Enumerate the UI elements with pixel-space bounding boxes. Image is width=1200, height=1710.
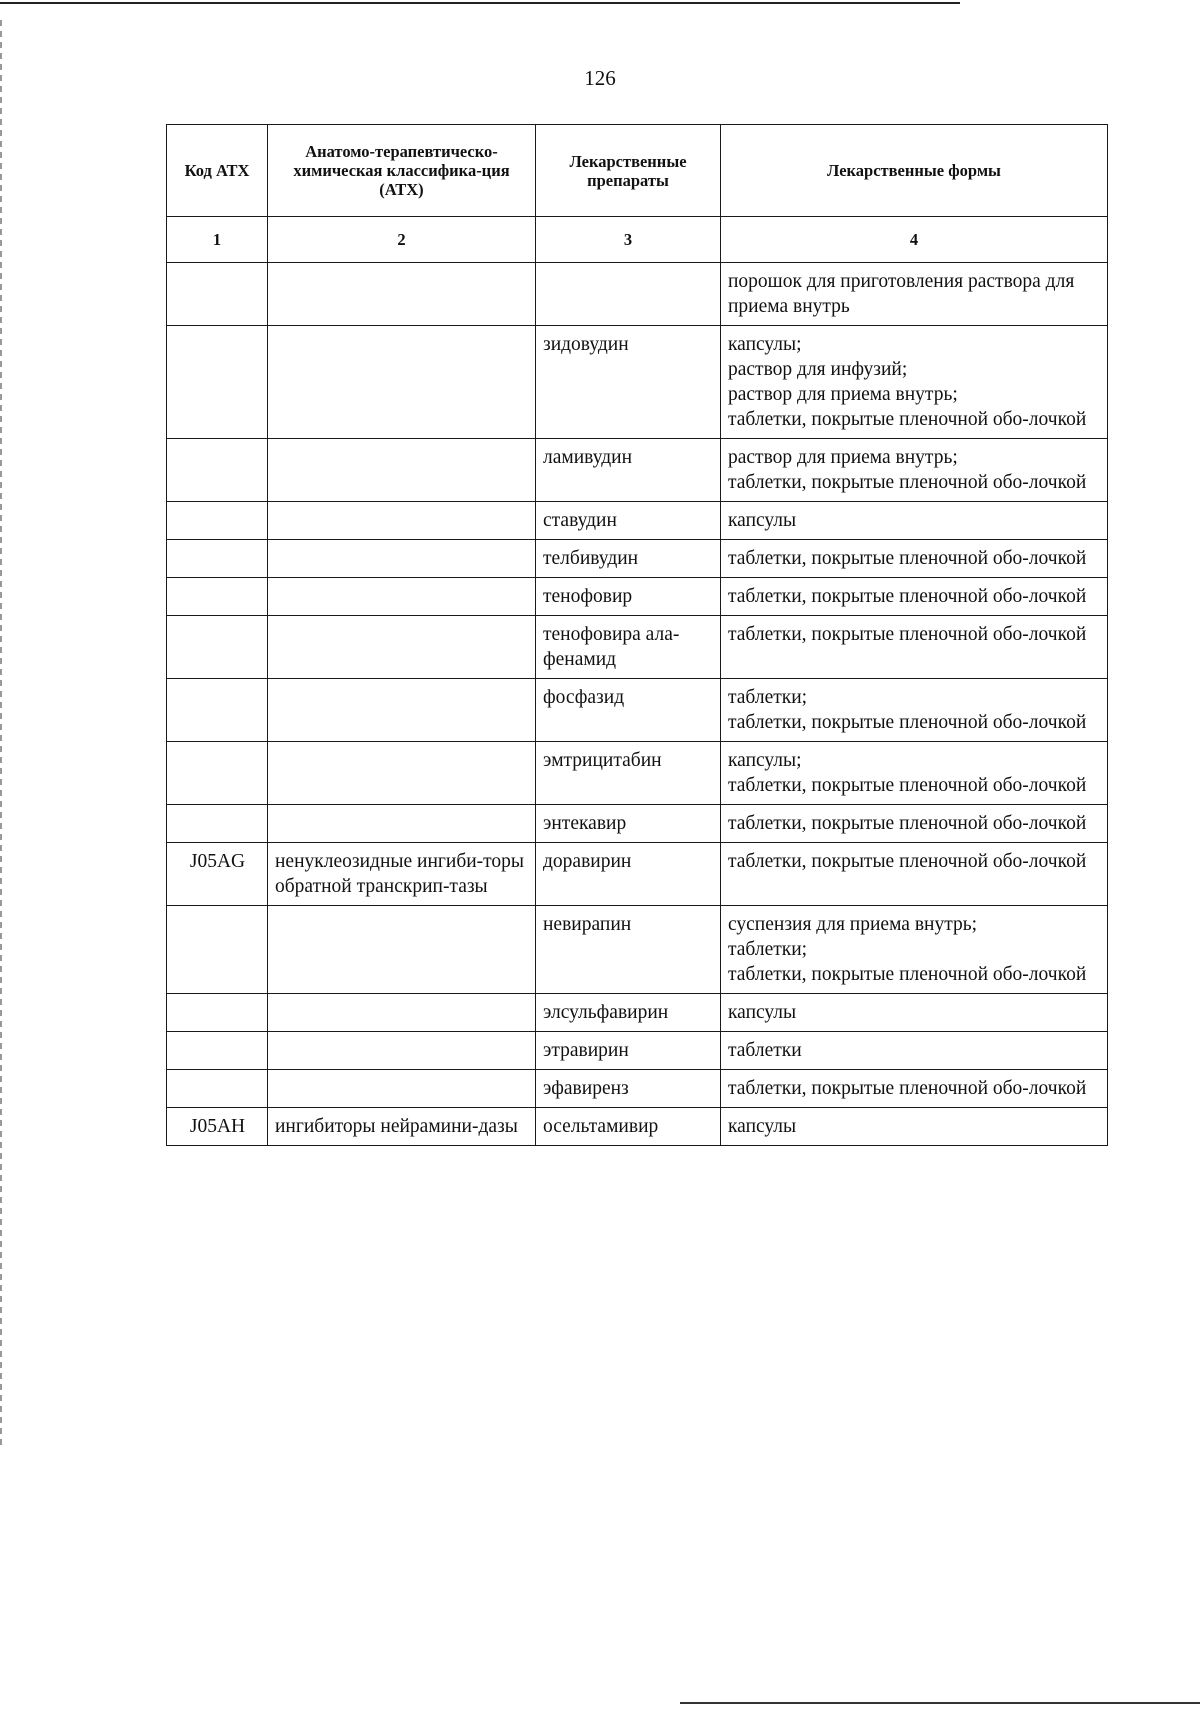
atx-classification-cell: [268, 540, 536, 578]
dosage-form-line: таблетки, покрытые пленочной обо-лочкой: [728, 964, 1087, 985]
dosage-form-line: таблетки, покрытые пленочной обо-лочкой: [728, 712, 1087, 733]
dosage-forms-cell: [721, 502, 1108, 540]
table-row: [167, 805, 1108, 843]
atx-code-cell: [167, 742, 268, 805]
dosage-forms-cell: [721, 742, 1108, 805]
dosage-forms-cell: [721, 326, 1108, 439]
drug-name-cell: [536, 263, 721, 326]
table-row: [167, 742, 1108, 805]
table-row: [167, 578, 1108, 616]
atx-classification-cell: [268, 679, 536, 742]
atx-code-cell: [167, 1070, 268, 1108]
dosage-form-line: капсулы: [728, 1116, 797, 1137]
dosage-form-line: таблетки, покрытые пленочной обо-лочкой: [728, 624, 1087, 645]
drug-name-cell: эфавиренз: [536, 1070, 721, 1108]
atx-code-cell: [167, 1032, 268, 1070]
column-number: 3: [536, 217, 721, 263]
table-header-row: [167, 125, 1108, 217]
dosage-form-line: раствор для приема внутрь;: [728, 447, 958, 468]
scan-top-edge-line: [0, 2, 960, 4]
dosage-form-line: таблетки, покрытые пленочной обо-лочкой: [728, 775, 1087, 796]
dosage-forms-cell: [721, 906, 1108, 994]
atx-classification-cell: ненуклеозидные ингиби-торы обратной транскрип-тазы: [268, 843, 536, 906]
atx-code-cell: [167, 540, 268, 578]
header-atx-code: Код АТХ: [167, 125, 268, 217]
dosage-form-line: раствор для приема внутрь;: [728, 384, 958, 405]
drug-name-cell: элсульфавирин: [536, 994, 721, 1032]
table-row: [167, 439, 1108, 502]
header-dosage-forms: Лекарственные формы: [721, 125, 1108, 217]
table-row: [167, 1070, 1108, 1108]
dosage-forms-cell: [721, 439, 1108, 502]
dosage-form-line: порошок для приготовления раствора для приема внутрь: [728, 271, 1075, 317]
drug-name-cell: ламивудин: [536, 439, 721, 502]
atx-classification-cell: [268, 502, 536, 540]
table-row: [167, 263, 1108, 326]
dosage-form-line: таблетки, покрытые пленочной обо-лочкой: [728, 851, 1087, 872]
atx-classification-cell: [268, 326, 536, 439]
dosage-forms-cell: [721, 1032, 1108, 1070]
dosage-forms-cell: [721, 263, 1108, 326]
scan-bottom-edge-line: [680, 1702, 1200, 1704]
dosage-forms-cell: [721, 540, 1108, 578]
dosage-form-line: таблетки, покрытые пленочной обо-лочкой: [728, 472, 1087, 493]
column-number-row: [167, 217, 1108, 263]
atx-drug-table: [166, 124, 1108, 1146]
scan-left-edge-artifact: [0, 20, 2, 1450]
atx-code-cell: [167, 326, 268, 439]
table-row: [167, 843, 1108, 906]
dosage-form-line: капсулы;: [728, 750, 802, 771]
table-row: [167, 540, 1108, 578]
atx-code-cell: [167, 439, 268, 502]
table-row: [167, 906, 1108, 994]
dosage-form-line: таблетки, покрытые пленочной обо-лочкой: [728, 1078, 1087, 1099]
drug-name-cell: ставудин: [536, 502, 721, 540]
dosage-form-line: таблетки: [728, 1040, 802, 1061]
header-atx-classification: Анатомо-терапевтическо-химическая классифика-ция (АТХ): [268, 125, 536, 217]
dosage-forms-cell: [721, 578, 1108, 616]
atx-classification-cell: [268, 906, 536, 994]
dosage-form-line: таблетки, покрытые пленочной обо-лочкой: [728, 548, 1087, 569]
dosage-form-line: таблетки;: [728, 939, 808, 960]
atx-classification-cell: [268, 263, 536, 326]
drug-name-cell: тенофовир: [536, 578, 721, 616]
dosage-form-line: раствор для инфузий;: [728, 359, 908, 380]
atx-classification-cell: [268, 1070, 536, 1108]
drug-name-cell: осельтамивир: [536, 1108, 721, 1146]
drug-name-cell: фосфазид: [536, 679, 721, 742]
table-row: [167, 502, 1108, 540]
dosage-form-line: таблетки, покрытые пленочной обо-лочкой: [728, 409, 1087, 430]
table-row: [167, 1108, 1108, 1146]
column-number: 2: [268, 217, 536, 263]
dosage-forms-cell: [721, 616, 1108, 679]
column-number: 1: [167, 217, 268, 263]
drug-name-cell: доравирин: [536, 843, 721, 906]
dosage-form-line: капсулы;: [728, 334, 802, 355]
table-row: [167, 679, 1108, 742]
table-row: [167, 1032, 1108, 1070]
table-row: [167, 326, 1108, 439]
atx-code-cell: [167, 906, 268, 994]
atx-classification-cell: [268, 742, 536, 805]
dosage-forms-cell: [721, 1108, 1108, 1146]
atx-code-cell: [167, 578, 268, 616]
atx-code-cell: [167, 679, 268, 742]
atx-classification-cell: [268, 805, 536, 843]
atx-code-cell: [167, 502, 268, 540]
atx-classification-cell: [268, 616, 536, 679]
dosage-forms-cell: [721, 994, 1108, 1032]
drug-name-cell: телбивудин: [536, 540, 721, 578]
atx-code-cell: J05AG: [167, 843, 268, 906]
drug-name-cell: невирапин: [536, 906, 721, 994]
drug-name-cell: тенофовира ала-фенамид: [536, 616, 721, 679]
atx-code-cell: [167, 805, 268, 843]
column-number: 4: [721, 217, 1108, 263]
header-drugs: Лекарственные препараты: [536, 125, 721, 217]
drug-name-cell: этравирин: [536, 1032, 721, 1070]
atx-code-cell: [167, 994, 268, 1032]
dosage-form-line: таблетки, покрытые пленочной обо-лочкой: [728, 813, 1087, 834]
atx-code-cell: J05AH: [167, 1108, 268, 1146]
dosage-forms-cell: [721, 843, 1108, 906]
table-row: [167, 994, 1108, 1032]
page-number: 126: [584, 66, 616, 90]
drug-name-cell: зидовудин: [536, 326, 721, 439]
atx-code-cell: [167, 263, 268, 326]
dosage-form-line: суспензия для приема внутрь;: [728, 914, 978, 935]
dosage-form-line: капсулы: [728, 1002, 797, 1023]
atx-code-cell: [167, 616, 268, 679]
dosage-form-line: таблетки;: [728, 687, 808, 708]
atx-classification-cell: ингибиторы нейрамини-дазы: [268, 1108, 536, 1146]
dosage-forms-cell: [721, 679, 1108, 742]
dosage-form-line: капсулы: [728, 510, 797, 531]
atx-classification-cell: [268, 1032, 536, 1070]
drug-name-cell: эмтрицитабин: [536, 742, 721, 805]
atx-classification-cell: [268, 578, 536, 616]
drug-name-cell: энтекавир: [536, 805, 721, 843]
table-row: [167, 616, 1108, 679]
atx-classification-cell: [268, 439, 536, 502]
dosage-form-line: таблетки, покрытые пленочной обо-лочкой: [728, 586, 1087, 607]
dosage-forms-cell: [721, 805, 1108, 843]
atx-classification-cell: [268, 994, 536, 1032]
dosage-forms-cell: [721, 1070, 1108, 1108]
